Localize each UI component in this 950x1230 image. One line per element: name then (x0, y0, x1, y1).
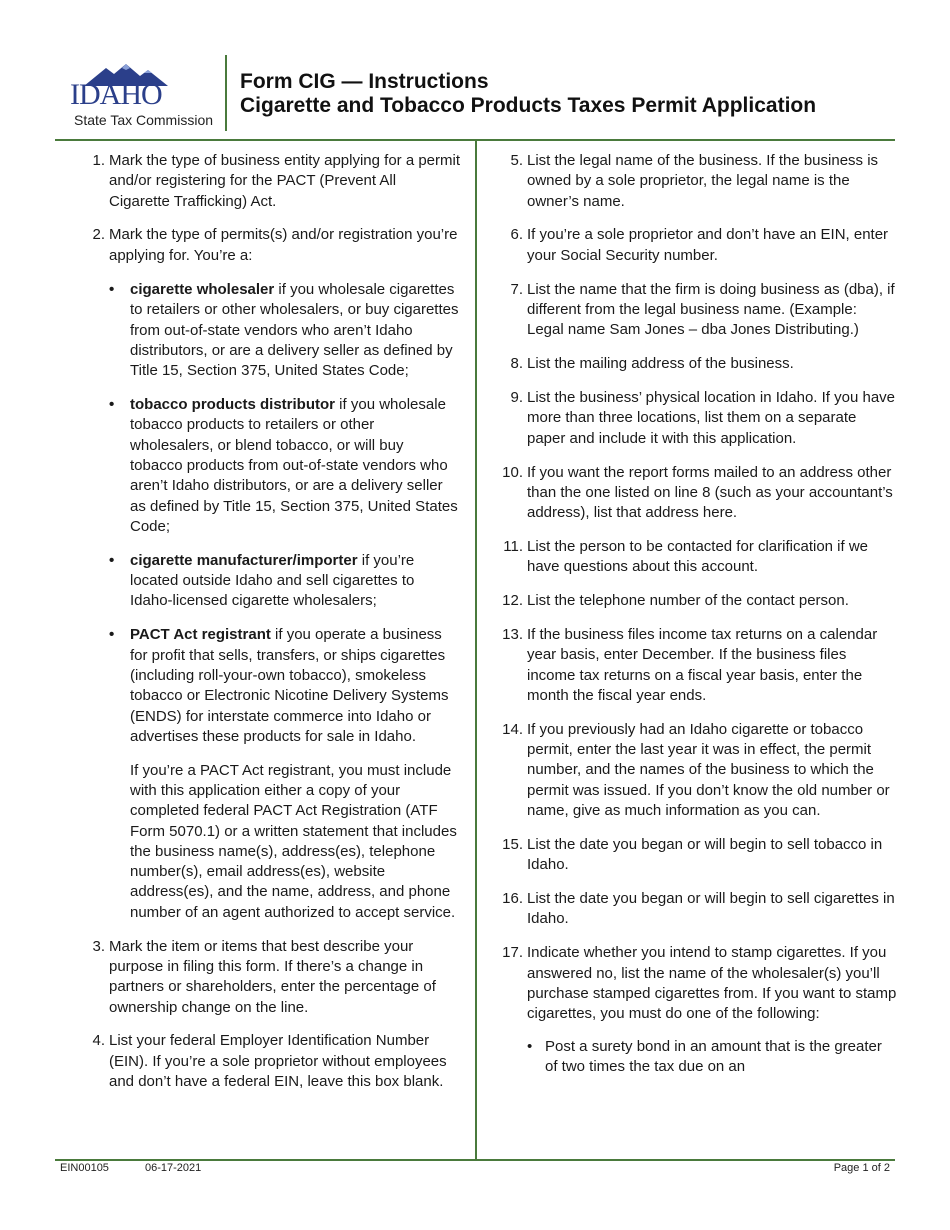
bullet-term: cigarette wholesaler (130, 281, 275, 299)
bullet-icon: • (527, 1037, 533, 1055)
item-number: 1. (92, 152, 105, 169)
instruction-item-1 (80, 151, 460, 212)
instruction-item-5 (497, 151, 897, 212)
list-item (109, 551, 460, 612)
instruction-item-9 (497, 388, 897, 449)
bullet-icon: • (109, 281, 115, 299)
header-divider (225, 55, 227, 131)
instruction-item-11 (497, 537, 897, 578)
item-text: If you previously had an Idaho cigarette or tobacco permit, enter the last year it was in effect, the permit number, and the names of the business to which the permit was issued. If you don’t know the old number or name, give as much information as you can. (527, 720, 890, 820)
instruction-item-12 (497, 591, 897, 611)
item-number: 14. (502, 720, 523, 738)
bullet-text: Post a surety bond in an amount that is the greater of two times the tax due on an (545, 1037, 882, 1075)
item-text: List the telephone number of the contact person. (527, 592, 849, 610)
item-text: List the mailing address of the business. (527, 355, 794, 373)
item-text: List your federal Employer Identification Number (EIN). If you’re a sole proprietor without employees and don’t have a federal EIN, leave this box blank. (109, 1032, 447, 1091)
item-number: 16. (502, 890, 523, 908)
item-text: If you’re a sole proprietor and don’t have an EIN, enter your Social Security number. (527, 226, 889, 264)
bullet-icon: • (109, 396, 115, 414)
item-text: List the legal name of the business. If the business is owned by a sole proprietor, the legal name is the owner’s name. (527, 152, 879, 210)
bullet-icon: • (109, 626, 115, 644)
page-title (240, 70, 816, 118)
title-line-2: Cigarette and Tobacco Products Taxes Permit Application (240, 94, 817, 117)
bullet-text: if you operate a business for profit that sells, transfers, or ships cigarettes (including roll-your-own tobacco), smokeless tobacco or Electronic Nicotine Delivery Systems (ENDS) for interstate commerce into Idaho or advertises these products for sale in Idaho. (130, 626, 449, 745)
item-number: 4. (92, 1032, 105, 1050)
instruction-item-14 (497, 720, 897, 821)
instruction-item-17 (497, 943, 897, 1077)
instruction-item-8 (497, 354, 897, 374)
item-number: 7. (510, 280, 523, 298)
item-number: 9. (510, 389, 523, 407)
right-column (497, 151, 897, 1091)
item-text: Indicate whether you intend to stamp cigarettes. If you answered no, list the name of the wholesaler(s) you’ll purchase stamped cigarettes from. If you want to stamp cigarettes, you must do one of the following: (527, 944, 897, 1023)
bullet-icon: • (109, 551, 115, 569)
item-number: 11. (503, 538, 523, 556)
list-item (527, 1037, 897, 1078)
bullet-term: tobacco products distributor (130, 396, 336, 414)
instruction-item-15 (497, 835, 897, 876)
item-text: List the business’ physical location in Idaho. If you have more than three locations, list them on a separate paper and include it with this application. (527, 389, 895, 447)
page-number: Page 1 of 2 (833, 1162, 890, 1174)
list-item (109, 395, 460, 537)
item-number: 5. (510, 152, 523, 169)
footer-rule (55, 1159, 895, 1161)
permit-type-list (109, 280, 460, 923)
item-number: 12. (502, 592, 523, 610)
instruction-item-16 (497, 889, 897, 930)
form-code: EIN00105 (60, 1162, 109, 1174)
title-line-1: Form CIG — Instructions (240, 70, 489, 93)
item-number: 13. (502, 626, 523, 644)
item-number: 3. (92, 937, 105, 955)
bullet-term: PACT Act registrant (130, 626, 271, 644)
item-text: List the date you began or will begin to sell cigarettes in Idaho. (527, 890, 895, 928)
left-column (80, 151, 460, 1106)
item-number: 8. (510, 355, 523, 373)
column-divider (475, 141, 477, 1160)
item-number: 2. (92, 226, 105, 244)
revision-date: 06-17-2021 (145, 1162, 202, 1174)
list-item (109, 625, 460, 747)
list-item (109, 280, 460, 381)
item-text: List the name that the firm is doing business as (dba), if different from the legal business name. (Example: Legal name Sam Jones – dba Jones Distributing.) (527, 280, 895, 339)
bullet-text: if you’re located outside Idaho and sell cigarettes to Idaho-licensed cigarette wholesalers; (130, 551, 415, 610)
item-text: If the business files income tax returns on a calendar year basis, enter December. If the business files income tax returns on a fiscal year basis, enter the month the fiscal year ends. (527, 626, 878, 704)
item-text: List the person to be contacted for clarification if we have questions about this account. (527, 538, 869, 576)
instruction-item-4 (80, 1031, 460, 1092)
instruction-item-10 (497, 463, 897, 524)
logo-wordmark: IDAHO (70, 78, 162, 111)
pact-note: If you’re a PACT Act registrant, you must include with this application either a copy of your completed federal PACT Act Registration (ATF Form 5070.1) or a written statement that includes the business name(s), address(es), telephone number(s), email address(es), website address(es), and the name, address, and phone number of an agent authorized to accept service. (130, 761, 457, 921)
bullet-text: if you wholesale tobacco products to retailers or other wholesalers, or blend tobacco, or will buy tobacco products from out-of-state vendors who aren’t Idaho distributors, or are a delivery seller as defined by Title 15, Section 375, United States Code; (130, 396, 458, 535)
logo-subtitle: State Tax Commission (74, 112, 214, 128)
idaho-logo (64, 62, 214, 132)
item-number: 6. (510, 226, 523, 244)
item-number: 10. (502, 463, 523, 481)
instruction-item-3 (80, 937, 460, 1018)
bullet-term: cigarette manufacturer/importer (130, 551, 358, 569)
instruction-item-7 (497, 280, 897, 341)
bullet-text: if you wholesale cigarettes to retailers or other wholesalers, or buy cigarettes from out-of-state vendors who aren’t Idaho distributors, or are a delivery seller as defined by Title 15, Section 375, United States Code; (130, 281, 459, 380)
instruction-item-6 (497, 225, 897, 266)
item-text: Mark the item or items that best describe your purpose in filing this form. If there’s a change in partners or shareholders, enter the percentage of ownership change on the line. (109, 937, 436, 1016)
item-number: 17. (502, 944, 523, 962)
item-text: Mark the type of business entity applying for a permit and/or registering for the PACT (Prevent All Cigarette Trafficking) Act. (109, 152, 461, 210)
item-text: Mark the type of permits(s) and/or registration you’re applying for. You’re a: (109, 226, 458, 264)
instruction-item-2 (80, 225, 460, 923)
item-number: 15. (502, 835, 523, 853)
item-text: List the date you began or will begin to sell tobacco in Idaho. (527, 835, 883, 874)
item-text: If you want the report forms mailed to an address other than the one listed on line 8 (such as your accountant’s address), list that address here. (527, 463, 893, 522)
instruction-item-13 (497, 625, 897, 706)
